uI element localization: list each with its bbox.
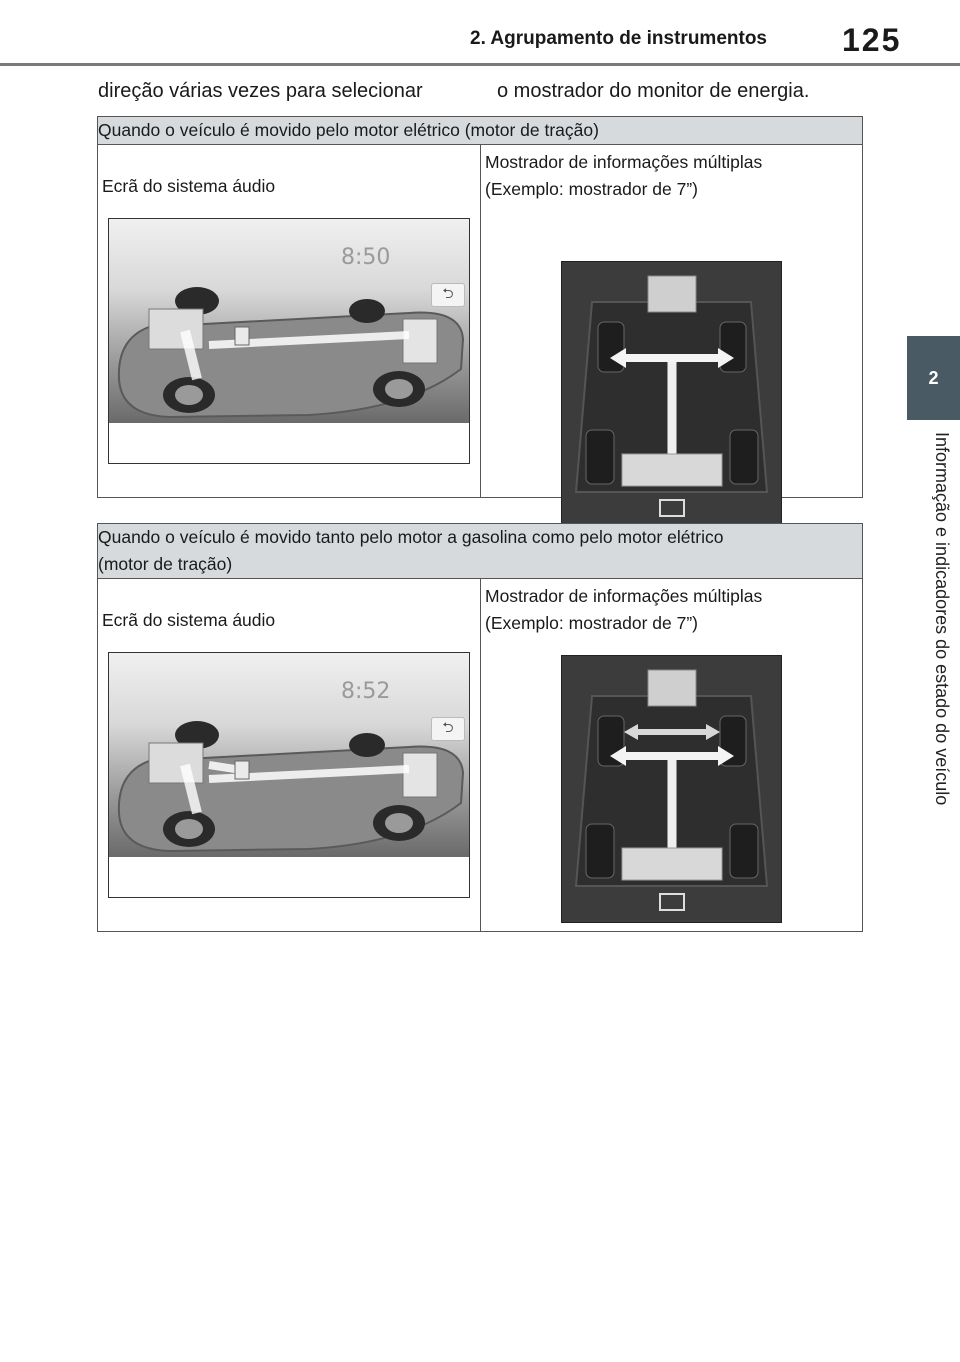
- audio-clock: 8:52: [341, 679, 391, 704]
- audio-system-screen: [108, 652, 470, 898]
- energy-table-electric: [97, 116, 863, 498]
- intro-right-text: o mostrador do monitor de energia.: [497, 80, 810, 102]
- audio-cell: [98, 579, 481, 932]
- battery-icon: [660, 500, 684, 516]
- section-title: 2. Agrupamento de instrumentos: [470, 28, 767, 49]
- audio-clock: 8:50: [341, 245, 391, 270]
- energy-table-hybrid: [97, 523, 863, 932]
- caption-line2: (motor de tração): [98, 554, 233, 574]
- mid-display-label-line2: (Exemplo: mostrador de 7”): [485, 613, 698, 633]
- chapter-side-title: Informação e indicadores do estado do veículo: [932, 432, 952, 806]
- caption-text: Quando o veículo é movido pelo motor elétrico (motor de tração): [98, 120, 599, 140]
- back-button[interactable]: [431, 283, 465, 307]
- table-caption: [98, 524, 863, 579]
- header-rule: [0, 63, 960, 66]
- mid-display-cell: [481, 579, 863, 932]
- mid-display-label-line2: (Exemplo: mostrador de 7”): [485, 179, 698, 199]
- mid-display-label: [485, 583, 762, 637]
- mid-display-cell: [481, 145, 863, 498]
- table-caption: [98, 117, 863, 145]
- multi-info-display: [561, 655, 782, 923]
- audio-screen-label: Ecrã do sistema áudio: [102, 176, 276, 196]
- back-arrow-icon: ⮌: [442, 285, 454, 301]
- car-energy-scene: [109, 219, 469, 423]
- intro-left-text: direção várias vezes para selecionar: [98, 80, 423, 102]
- car-energy-scene: [109, 653, 469, 857]
- audio-system-screen: [108, 218, 470, 464]
- page-number: 125: [842, 22, 902, 58]
- audio-screen-label: Ecrã do sistema áudio: [102, 610, 276, 630]
- back-arrow-icon: ⮌: [442, 719, 454, 735]
- mid-display-label-line1: Mostrador de informações múltiplas: [485, 152, 763, 172]
- mid-display-label: [485, 149, 762, 203]
- battery-icon: [660, 894, 684, 910]
- mid-display-label-line1: Mostrador de informações múltiplas: [485, 586, 763, 606]
- back-button[interactable]: [431, 717, 465, 741]
- caption-line1: Quando o veículo é movido tanto pelo motor a gasolina como pelo motor elétrico: [98, 527, 724, 547]
- audio-cell: [98, 145, 481, 498]
- chapter-tab: 2: [907, 336, 960, 420]
- multi-info-display: [561, 261, 782, 529]
